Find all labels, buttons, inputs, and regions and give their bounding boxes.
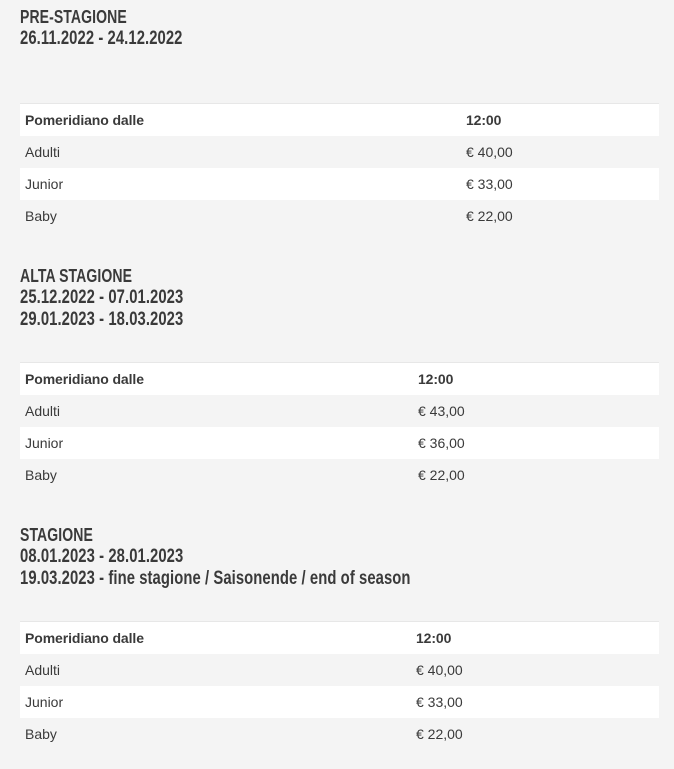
season-title: ALTA STAGIONE [20,266,133,286]
row-label: Adulti [20,654,411,686]
price-table [20,362,659,491]
table-row [20,686,659,718]
table-row [20,200,659,232]
row-label: Junior [20,686,411,718]
table-row [20,459,659,491]
season-date-range: 29.01.2023 - 18.03.2023 [20,309,184,330]
row-label: Baby [20,459,413,491]
row-label: Junior [20,427,413,459]
table-row [20,654,659,686]
season-heading [20,524,519,590]
table-header-row [20,622,659,655]
row-label: Adulti [20,395,413,427]
table-header-row [20,363,659,396]
row-label: Adulti [20,136,461,168]
header-value: 12:00 [461,104,659,137]
row-price: € 22,00 [413,459,659,491]
row-price: € 43,00 [413,395,659,427]
row-price: € 33,00 [411,686,659,718]
season-date-range: 25.12.2022 - 07.01.2023 [20,287,184,308]
season-date-range: 26.11.2022 - 24.12.2022 [20,28,183,49]
header-label: Pomeridiano dalle [20,622,411,655]
table-row [20,168,659,200]
row-label: Baby [20,718,411,750]
header-value: 12:00 [413,363,659,396]
header-label: Pomeridiano dalle [20,363,413,396]
row-label: Junior [20,168,461,200]
row-price: € 40,00 [411,654,659,686]
row-label: Baby [20,200,461,232]
header-value: 12:00 [411,622,659,655]
season-heading [20,6,519,50]
table-row [20,395,659,427]
table-row [20,427,659,459]
season-title: PRE-STAGIONE [20,7,127,27]
season-date-range: 08.01.2023 - 28.01.2023 [20,546,184,567]
price-table [20,103,659,232]
row-price: € 36,00 [413,427,659,459]
row-price: € 22,00 [411,718,659,750]
table-row [20,136,659,168]
table-header-row [20,104,659,137]
season-title: STAGIONE [20,525,93,545]
row-price: € 22,00 [461,200,659,232]
price-table [20,621,659,750]
row-price: € 40,00 [461,136,659,168]
header-label: Pomeridiano dalle [20,104,461,137]
table-row [20,718,659,750]
season-date-range: 19.03.2023 - fine stagione / Saisonende / end of season [20,568,411,589]
row-price: € 33,00 [461,168,659,200]
season-heading [20,265,519,331]
